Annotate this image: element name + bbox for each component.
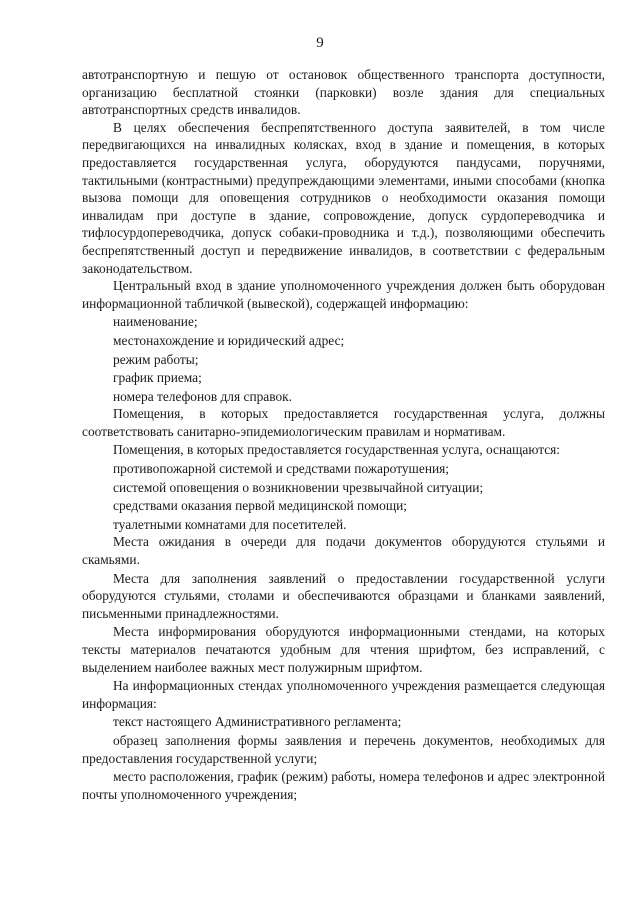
paragraph: В целях обеспечения беспрепятственного доступа заявителей, в том числе передвигающихся на инвалидных колясках, вход в здание и помещения, в которых предоставляется государственная услуга, оборудуются пандусами, поручнями, тактильными (контрастными) предупреждающими элементами, иными способами (кнопка вызова помощи для оповещения сотрудников о необходимости оказания помощи инвалидам при доступе в здание, сопровождение, допуск сурдопереводчика и тифлосурдопереводчика, допуск собаки-проводника и т.д.), позволяющими обеспечить беспрепятственный доступ и передвижение инвалидов, в соответствии с федеральным законодательством. <box>82 119 605 276</box>
list-item: номера телефонов для справок. <box>113 388 293 404</box>
paragraph: Помещения, в которых предоставляется государственная услуга, оснащаются: <box>113 442 561 458</box>
paragraph: автотранспортную и пешую от остановок общественного транспорта доступности, организацию бесплатной стоянки (парковки) возле здания для специальных автотранспортных средств инвалидов. <box>82 67 605 118</box>
list-item: режим работы; <box>113 351 199 367</box>
list-item: туалетными комнатами для посетителей. <box>113 516 347 532</box>
paragraph: Места информирования оборудуются информационными стендами, на которых тексты материалов печатаются удобным для чтения шрифтом, без исправлений, с выделением наиболее важных мест полужирным шрифтом. <box>82 624 605 675</box>
page-number: 9 <box>316 35 324 51</box>
list-item: место расположения, график (режим) работы, номера телефонов и адрес электронной почты уполномоченного учреждения; <box>82 769 605 802</box>
document-body <box>82 66 605 803</box>
list-item: противопожарной системой и средствами пожаротушения; <box>113 461 450 477</box>
list-item: системой оповещения о возникновении чрезвычайной ситуации; <box>113 479 484 495</box>
paragraph: Места для заполнения заявлений о предоставлении государственной услуги оборудуются стульями, столами и обеспечиваются образцами и бланками заявлений, письменными принадлежностями. <box>82 570 605 621</box>
list-item: график приема; <box>113 370 202 386</box>
paragraph: Помещения, в которых предоставляется государственная услуга, должны соответствовать санитарно-эпидемиологическим правилам и нормативам. <box>82 406 605 439</box>
list-item: местонахождение и юридический адрес; <box>113 332 345 348</box>
paragraph: На информационных стендах уполномоченного учреждения размещается следующая информация: <box>82 678 605 711</box>
list-item: средствами оказания первой медицинской помощи; <box>113 498 408 514</box>
list-item: текст настоящего Административного регламента; <box>113 714 402 730</box>
list-item: наименование; <box>113 314 198 330</box>
list-item: образец заполнения формы заявления и перечень документов, необходимых для предоставления государственной услуги; <box>82 732 605 766</box>
paragraph: Центральный вход в здание уполномоченного учреждения должен быть оборудован информационной табличкой (вывеской), содержащей информацию: <box>82 278 605 311</box>
paragraph: Места ожидания в очереди для подачи документов оборудуются стульями и скамьями. <box>82 534 605 568</box>
